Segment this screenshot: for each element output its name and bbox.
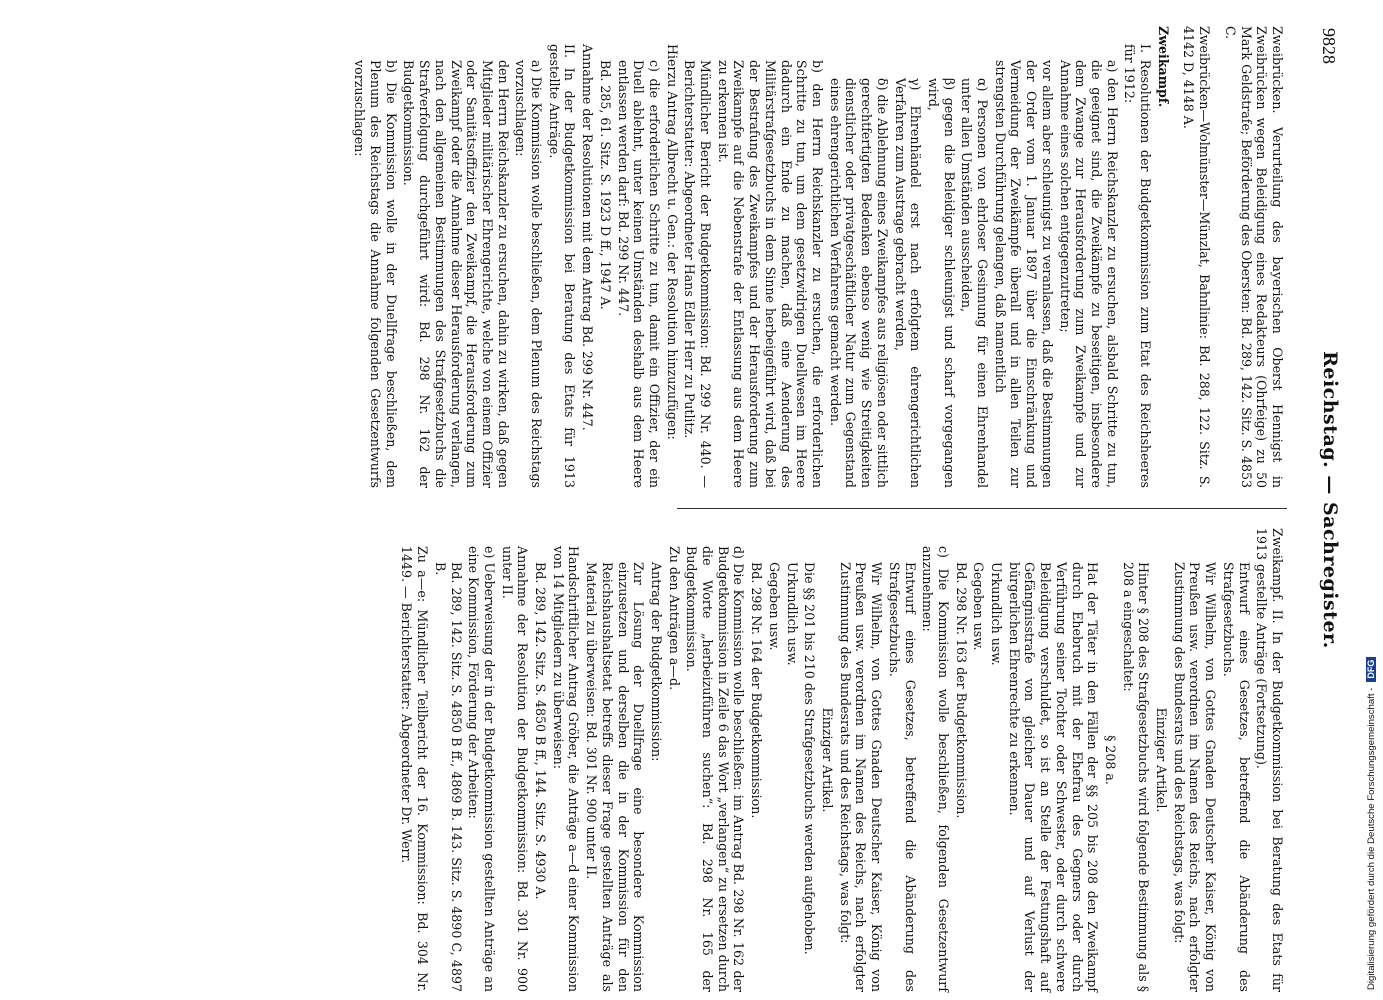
text-line: Wir Wilhelm, von Gottes Gnaden Deutscher Kaiser, König von Preußen usw. verordnen im Namen des Reichs, nach erfolgter Zustimmung des Bundesrats und des Reichstags, was folgt:	[837, 562, 885, 992]
text-line: § 208 a.	[1102, 735, 1118, 785]
text-line: Entwurf eines Gesetzes, betreffend die Abänderung des Strafgesetzbuchs.	[1220, 562, 1252, 992]
digitization-text: Digitalisierung gefördert durch die Deutsche Forschungsgemeinschaft -	[1366, 687, 1377, 990]
text-line: Gegeben usw.	[971, 562, 987, 651]
reference: Bd. 298 Nr. 163 der Budgetkommission.	[953, 562, 969, 819]
list-item: a) den Herrn Reichskanzler zu ersuchen, alsbald Schritte zu tun, die geeignet sind, die Zweikämpfe zu beseitigen, insbesondere dem Zwange zur Herausforderung zum Zweikampfe und zur Annahme eines solchen entgegenzutreten;	[1057, 60, 1120, 488]
text-line: Antrag der Budgetkommission:	[648, 562, 664, 762]
reference: Bd. 285, 61. Sitz. S. 1923 D ff., 1947 A.	[597, 60, 613, 310]
text-line: Gegeben usw.	[766, 562, 782, 651]
entry-text: Zweibrücken. Verurteilung des bayerischen Oberst Hennigst in Zweibrücken wegen Beleidigung eines Redakteurs (Ohrfeige) zu 50 Mark Geldstrafe; Beförderung des Obersten: Bd. 289, 142. Sitz. S. 4853 C.	[1222, 26, 1285, 488]
text-line: Die §§ 201 bis 210 des Strafgesetzbuchs werden aufgehoben.	[802, 562, 818, 955]
section-heading: I. Resolutionen der Budgetkommission zum Etat des Reichsheeres für 1912:	[1122, 44, 1154, 488]
section-heading: II. In der Budgetkommission bei Beratung des Etats für 1913 gestellte Anträge.	[546, 44, 578, 488]
entry-zweibruecken-bahnlinie	[1181, 26, 1212, 488]
left-column	[350, 26, 1285, 488]
list-item: vor allem aber schleunigst zu veranlassen, daß die Bestimmungen der Order vom 1. Januar 1897 über die Einschränkung und Vermeidung der Zweikämpfe überall und in allen Teilen zur strengsten Durchführung gelangen, daß namentlich	[992, 60, 1055, 488]
reference: Bd. 298 Nr. 164 der Budgetkommission.	[749, 562, 765, 819]
reference: Bd. 289, 142. Sitz. S. 4850 B ff., 4869 B. 143. Sitz. S. 4890 C, 4897 B.	[432, 562, 464, 992]
entry-heading-zweikampf: Zweikampf.	[1155, 26, 1171, 108]
list-item: b) den Herrn Reichskanzler zu ersuchen, die erforderlichen Schritte zu tun, um dem gesetzwidrigen Duellwesen im Heere dadurch ein Ende zu machen, daß eine Aenderung des Militärstrafgesetzbuchs in dem Sinne herbeigeführt wird, daß bei der Bestrafung des Zweikampfes und der Herausforderung zum Zweikampfe auf die Nebenstrafe der Entlassung aus dem Heere zu erkennen ist.	[715, 60, 826, 488]
list-item: e) Ueberweisung der in der Budgetkommission gestellten Anträge an eine Kommission, Förderung der Arbeiten:	[466, 546, 497, 992]
digitization-note	[1366, 10, 1377, 990]
list-item: d) Die Kommission wolle beschließen: im Antrag Bd. 298 Nr. 162 der Budgetkommission in Zeile 6 das Wort „verlangen“ zu ersetzen durch die Worte „herbeizuführen suchen“: Bd. 298 Nr. 165 der Budgetkommission.	[684, 546, 747, 992]
list-item: α) Personen von ehrloser Gesinnung für einen Ehrenhandel unter allen Umständen ausscheiden,	[959, 78, 991, 488]
text-line: Entwurf eines Gesetzes, betreffend die Abänderung des Strafgesetzbuchs.	[886, 562, 918, 992]
list-item: a) Die Kommission wolle beschließen, dem Plenum des Reichstags vorzuschlagen:	[513, 60, 545, 488]
reference: Annahme der Resolution der Budgetkommission: Bd. 301 Nr. 900 unter II.	[499, 546, 531, 992]
right-column	[397, 528, 1285, 992]
list-item: c) die erforderlichen Schritte zu tun, damit ein Offizier, der ein Duell ablehnt, unter keinen Umständen deshalb aus dem Heere entlassen werden darf: Bd. 299 Nr. 447.	[615, 60, 662, 488]
entry-heading-continued: Zweikampf. II. In der Budgetkommission bei Beratung des Etats für 1913 gestellte Anträge (Fortsetzung).	[1254, 528, 1285, 992]
text-line: Urkundlich usw.	[784, 562, 800, 666]
page-title: Reichstag. — Sachregister.	[1319, 351, 1341, 649]
text-line: Hinter § 208 des Strafgesetzbuchs wird folgende Bestimmung als § 208 a eingeschaltet:	[1120, 562, 1152, 992]
page-number: 9828	[1319, 28, 1339, 64]
list-item: δ) die Ablehnung eines Zweikampfes aus religiösen oder sittlich gerechtfertigten Bedenken ebenso wenig wie Streitigkeiten dienstlicher oder privatgeschäftlicher Natur zum Gegenstand eines ehrengerichtlichen Verfahrens gemacht werden.	[827, 78, 890, 488]
text-line: Zu den Anträgen a—d.	[666, 546, 682, 691]
list-item: den Herrn Reichskanzler zu ersuchen, dahin zu wirken, daß gegen Mitglieder militärischer Ehrengerichte, welche von einem Offizier oder Sanitätsoffizier den Zweikampf, die Herausforderung zum Zweikampf oder die Annahme dieser Herausforderung verlangen, nach den allgemeinen Bestimmungen des Strafgesetzbuchs die Strafverfolgung durchgeführt wird: Bd. 298 Nr. 162 der Budgetkommission.	[401, 60, 511, 488]
text-line: Hat der Täter in den Fällen der §§ 205 bis 208 den Zweikampf durch Ehebruch mit der Ehefrau des Gegners oder durch Verführung seiner Tochter oder Schwester, oder durch schwere Beleidigung verschuldet, so ist an Stelle der Festungshaft auf Gefängnisstrafe von gleicher Dauer und auf Verlust der bürgerlichen Ehrenrechte zu erkennen.	[1006, 562, 1101, 992]
reference: Bd. 289, 142. Sitz. S. 4850 B ff., 144. Sitz. S. 4930 A.	[533, 562, 549, 900]
dfg-logo: DFG	[1366, 657, 1376, 682]
text-line: Handschriftlicher Antrag Gröber, die Anträge a—d einer Kommission von 14 Mitgliedern zu überweisen:	[550, 546, 582, 992]
reference: Hierzu Antrag Albrecht u. Gen.: der Resolution hinzuzufügen:	[664, 44, 680, 440]
list-item: b) Die Kommission wolle in der Duellfrage beschließen, dem Plenum des Reichstags die Annahme folgenden Gesetzentwurfs vorzuschlagen:	[352, 60, 399, 488]
text-line: Urkundlich usw.	[989, 562, 1005, 666]
text-line: Zu a—e: Mündlicher Teilbericht der 16. Kommission: Bd. 304 Nr. 1449. — Berichterstatter: Abgeordneter Dr. Werr.	[399, 546, 431, 992]
reference: Mündlicher Bericht der Budgetkommission: Bd. 299 Nr. 440. — Berichterstatter: Abgeordneter Hans Edler Herr zu Putlitz.	[682, 60, 714, 488]
list-item: c) Die Kommission wolle beschließen, folgenden Gesetzentwurf anzunehmen:	[920, 546, 951, 992]
running-header	[1307, 0, 1347, 1000]
text-line: Einziger Artikel.	[820, 707, 836, 813]
entry-text: Zweibrücken—Wolmünster—Münzlat, Bahnlinie: Bd. 288, 122. Sitz. S. 4142 D, 4148 A.	[1181, 26, 1213, 488]
text-line: Einziger Artikel.	[1154, 707, 1170, 813]
text-line: Wir Wilhelm, von Gottes Gnaden Deutscher Kaiser, König von Preußen usw. verordnen im Namen des Reichs, nach erfolgter Zustimmung des Bundesrats und des Reichstags, was folgt:	[1171, 562, 1219, 992]
entry-zweibruecken	[1222, 26, 1285, 488]
reference: Annahme der Resolutionen mit dem Antrag Bd. 299 Nr. 447.	[580, 44, 596, 431]
text-line: Zur Lösung der Duellfrage eine besondere Kommission einzusetzen und derselben die in der Kommission für den Reichshaushaltsetat betreffs dieser Frage gestellten Anträge als Material zu überweisen: Bd. 301 Nr. 900 unter II.	[584, 562, 647, 992]
list-item: β) gegen die Beleidiger schleunigst und scharf vorgegangen wird,	[925, 78, 957, 488]
list-item: γ) Ehrenhändel erst nach erfolgtem ehrengerichtlichen Verfahren zum Austrage gebracht werden,	[892, 78, 924, 488]
column-divider	[677, 508, 1287, 509]
